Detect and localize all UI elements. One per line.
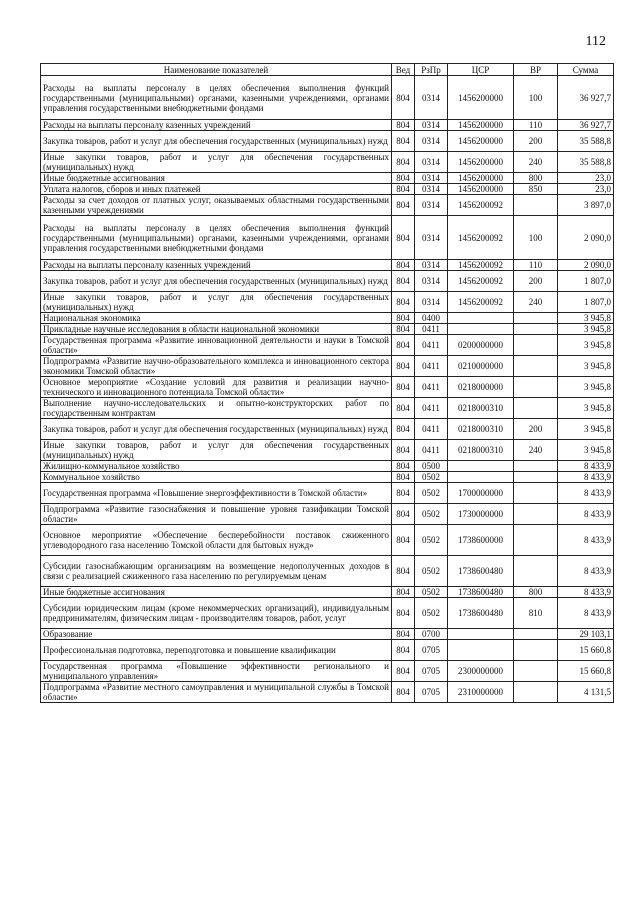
row-rzpr: 0314 (415, 292, 448, 313)
header-name: Наименование показателей (41, 64, 392, 76)
row-name: Выполнение научно-исследовательских и опытно-конструкторских работ по государственным контрактам (41, 398, 392, 419)
row-csr: 0218000000 (448, 377, 514, 398)
row-csr: 1456200000 (448, 173, 514, 184)
table-row (41, 525, 614, 556)
row-csr: 0218000310 (448, 398, 514, 419)
row-vr (514, 324, 558, 335)
row-vr (514, 356, 558, 377)
table-row (41, 173, 614, 184)
row-csr: 1700000000 (448, 483, 514, 504)
row-vr: 240 (514, 292, 558, 313)
table-row (41, 504, 614, 525)
row-csr: 1456200092 (448, 195, 514, 216)
row-name: Подпрограмма «Развитие газоснабжения и повышение уровня газификации Томской области» (41, 504, 392, 525)
row-sum: 36 927,7 (558, 76, 614, 120)
table-row (41, 292, 614, 313)
row-ved: 804 (392, 661, 415, 682)
row-name: Государственная программа «Повышение энергоэффективности в Томской области» (41, 483, 392, 504)
row-name: Жилищно-коммунальное хозяйство (41, 461, 392, 472)
table-row (41, 131, 614, 152)
header-vr: ВР (514, 64, 558, 76)
row-csr (448, 461, 514, 472)
row-sum: 3 945,8 (558, 398, 614, 419)
row-ved: 804 (392, 216, 415, 260)
row-csr: 1456200092 (448, 216, 514, 260)
row-ved: 804 (392, 598, 415, 629)
row-sum: 35 588,8 (558, 131, 614, 152)
row-csr: 1738600000 (448, 525, 514, 556)
table-row (41, 120, 614, 131)
table-row (41, 260, 614, 271)
row-rzpr: 0700 (415, 629, 448, 640)
row-csr: 1730000000 (448, 504, 514, 525)
row-rzpr: 0502 (415, 598, 448, 629)
row-name: Образование (41, 629, 392, 640)
row-vr (514, 335, 558, 356)
row-csr: 1456200092 (448, 271, 514, 292)
table-row (41, 661, 614, 682)
row-rzpr: 0314 (415, 260, 448, 271)
row-name: Основное мероприятие «Обеспечение бесперебойности поставок сжиженного углеводородного газа населению Томской области для бытовых нужд» (41, 525, 392, 556)
row-sum: 36 927,7 (558, 120, 614, 131)
row-ved: 804 (392, 682, 415, 703)
row-rzpr: 0314 (415, 152, 448, 173)
row-ved: 804 (392, 483, 415, 504)
row-sum: 3 945,8 (558, 313, 614, 324)
table-row (41, 76, 614, 120)
row-rzpr: 0411 (415, 335, 448, 356)
row-csr (448, 313, 514, 324)
row-name: Подпрограмма «Развитие местного самоуправления и муниципальной службы в Томской области» (41, 682, 392, 703)
row-vr: 810 (514, 598, 558, 629)
row-csr: 0200000000 (448, 335, 514, 356)
row-sum: 3 945,8 (558, 335, 614, 356)
row-name: Расходы на выплаты персоналу в целях обеспечения выполнения функций государственными (муниципальными) органами, казенными учреждениями, органами управления государственными внебюджетными фондами (41, 216, 392, 260)
row-rzpr: 0314 (415, 76, 448, 120)
row-rzpr: 0411 (415, 440, 448, 461)
row-vr (514, 504, 558, 525)
row-csr (448, 629, 514, 640)
row-ved: 804 (392, 377, 415, 398)
row-ved: 804 (392, 440, 415, 461)
row-name: Коммунальное хозяйство (41, 472, 392, 483)
row-name: Государственная программа «Повышение эффективности регионального и муниципального управления» (41, 661, 392, 682)
row-rzpr: 0314 (415, 216, 448, 260)
row-csr: 1738600480 (448, 556, 514, 587)
row-vr: 100 (514, 76, 558, 120)
row-rzpr: 0500 (415, 461, 448, 472)
row-vr (514, 640, 558, 661)
row-ved: 804 (392, 260, 415, 271)
row-ved: 804 (392, 398, 415, 419)
row-sum: 8 433,9 (558, 598, 614, 629)
row-sum: 8 433,9 (558, 472, 614, 483)
table-row (41, 483, 614, 504)
row-ved: 804 (392, 419, 415, 440)
table-row (41, 598, 614, 629)
row-name: Расходы на выплаты персоналу казенных учреждений (41, 260, 392, 271)
row-vr: 200 (514, 271, 558, 292)
row-csr: 2300000000 (448, 661, 514, 682)
row-ved: 804 (392, 587, 415, 598)
row-ved: 804 (392, 504, 415, 525)
row-vr: 200 (514, 419, 558, 440)
row-name: Иные бюджетные ассигнования (41, 587, 392, 598)
page-number: 112 (585, 34, 606, 49)
row-csr: 1456200092 (448, 260, 514, 271)
row-name: Иные закупки товаров, работ и услуг для обеспечения государственных (муниципальных) нужд (41, 292, 392, 313)
row-ved: 804 (392, 556, 415, 587)
row-csr: 1456200000 (448, 120, 514, 131)
row-vr (514, 461, 558, 472)
row-csr: 1738600480 (448, 587, 514, 598)
table-row (41, 398, 614, 419)
table-row (41, 419, 614, 440)
row-ved: 804 (392, 335, 415, 356)
row-rzpr: 0411 (415, 419, 448, 440)
row-sum: 3 945,8 (558, 377, 614, 398)
row-name: Государственная программа «Развитие инновационной деятельности и науки в Томской области» (41, 335, 392, 356)
row-rzpr: 0400 (415, 313, 448, 324)
table-row (41, 335, 614, 356)
row-vr: 800 (514, 173, 558, 184)
table-row (41, 556, 614, 587)
header-csr: ЦСР (448, 64, 514, 76)
row-ved: 804 (392, 131, 415, 152)
row-ved: 804 (392, 324, 415, 335)
row-vr (514, 313, 558, 324)
row-vr (514, 525, 558, 556)
row-name: Национальная экономика (41, 313, 392, 324)
row-rzpr: 0411 (415, 356, 448, 377)
row-rzpr: 0314 (415, 184, 448, 195)
row-csr (448, 324, 514, 335)
row-vr (514, 556, 558, 587)
row-csr: 1738600480 (448, 598, 514, 629)
table-row (41, 587, 614, 598)
header-sum: Сумма (558, 64, 614, 76)
row-csr: 1456200000 (448, 131, 514, 152)
row-ved: 804 (392, 292, 415, 313)
row-sum: 8 433,9 (558, 483, 614, 504)
row-rzpr: 0502 (415, 483, 448, 504)
table-row (41, 216, 614, 260)
row-rzpr: 0502 (415, 556, 448, 587)
row-vr (514, 195, 558, 216)
row-name: Расходы за счет доходов от платных услуг, оказываемых областными государственными казенными учреждениями (41, 195, 392, 216)
row-sum: 1 807,0 (558, 292, 614, 313)
row-vr (514, 377, 558, 398)
row-sum: 8 433,9 (558, 587, 614, 598)
row-rzpr: 0411 (415, 377, 448, 398)
table-row (41, 356, 614, 377)
table-row (41, 440, 614, 461)
table-row (41, 184, 614, 195)
row-ved: 804 (392, 152, 415, 173)
row-ved: 804 (392, 472, 415, 483)
row-rzpr: 0314 (415, 271, 448, 292)
row-vr: 240 (514, 440, 558, 461)
row-vr (514, 483, 558, 504)
row-sum: 3 897,0 (558, 195, 614, 216)
row-rzpr: 0502 (415, 472, 448, 483)
row-ved: 804 (392, 525, 415, 556)
row-csr (448, 472, 514, 483)
row-ved: 804 (392, 195, 415, 216)
row-sum: 23,0 (558, 173, 614, 184)
row-name: Субсидии газоснабжающим организациям на возмещение недополученных доходов в связи с реализацией сжиженного газа населению по регулируемым ценам (41, 556, 392, 587)
row-sum: 3 945,8 (558, 324, 614, 335)
row-csr (448, 640, 514, 661)
row-sum: 8 433,9 (558, 461, 614, 472)
row-sum: 15 660,8 (558, 640, 614, 661)
row-sum: 15 660,8 (558, 661, 614, 682)
row-csr: 2310000000 (448, 682, 514, 703)
row-vr: 110 (514, 120, 558, 131)
row-rzpr: 0314 (415, 120, 448, 131)
row-sum: 2 090,0 (558, 216, 614, 260)
table-row (41, 152, 614, 173)
row-rzpr: 0411 (415, 398, 448, 419)
row-ved: 804 (392, 120, 415, 131)
row-sum: 4 131,5 (558, 682, 614, 703)
table-row (41, 629, 614, 640)
row-csr: 1456200092 (448, 292, 514, 313)
row-vr (514, 682, 558, 703)
row-sum: 3 945,8 (558, 419, 614, 440)
row-name: Уплата налогов, сборов и иных платежей (41, 184, 392, 195)
row-rzpr: 0314 (415, 173, 448, 184)
row-vr: 100 (514, 216, 558, 260)
row-vr: 110 (514, 260, 558, 271)
row-sum: 29 103,1 (558, 629, 614, 640)
row-name: Субсидии юридическим лицам (кроме некоммерческих организаций), индивидуальным предпринимателям, физическим лицам - производителям товаров, работ, услуг (41, 598, 392, 629)
table-row (41, 682, 614, 703)
row-ved: 804 (392, 173, 415, 184)
row-csr: 1456200000 (448, 184, 514, 195)
row-vr: 240 (514, 152, 558, 173)
row-rzpr: 0502 (415, 525, 448, 556)
row-sum: 23,0 (558, 184, 614, 195)
table-body (41, 76, 614, 703)
row-rzpr: 0705 (415, 661, 448, 682)
row-sum: 35 588,8 (558, 152, 614, 173)
row-name: Расходы на выплаты персоналу казенных учреждений (41, 120, 392, 131)
row-vr: 850 (514, 184, 558, 195)
row-sum: 2 090,0 (558, 260, 614, 271)
row-name: Расходы на выплаты персоналу в целях обеспечения выполнения функций государственными (муниципальными) органами, казенными учреждениями, органами управления государственными внебюджетными фондами (41, 76, 392, 120)
row-vr: 200 (514, 131, 558, 152)
row-csr: 0218000310 (448, 440, 514, 461)
table-row (41, 461, 614, 472)
row-sum: 8 433,9 (558, 556, 614, 587)
header-ved: Вед (392, 64, 415, 76)
table-row (41, 271, 614, 292)
row-csr: 0210000000 (448, 356, 514, 377)
row-vr (514, 472, 558, 483)
table-row (41, 313, 614, 324)
row-rzpr: 0705 (415, 682, 448, 703)
row-ved: 804 (392, 184, 415, 195)
row-ved: 804 (392, 629, 415, 640)
row-name: Подпрограмма «Развитие научно-образовательного комплекса и инновационного сектора экономики Томской области» (41, 356, 392, 377)
table-row (41, 640, 614, 661)
row-rzpr: 0502 (415, 504, 448, 525)
row-rzpr: 0411 (415, 324, 448, 335)
row-name: Профессиональная подготовка, переподготовка и повышение квалификации (41, 640, 392, 661)
row-name: Иные бюджетные ассигнования (41, 173, 392, 184)
row-csr: 1456200000 (448, 76, 514, 120)
table-row (41, 195, 614, 216)
row-rzpr: 0705 (415, 640, 448, 661)
row-rzpr: 0502 (415, 587, 448, 598)
row-sum: 3 945,8 (558, 440, 614, 461)
row-ved: 804 (392, 356, 415, 377)
table-row (41, 472, 614, 483)
row-sum: 1 807,0 (558, 271, 614, 292)
row-ved: 804 (392, 271, 415, 292)
row-name: Закупка товаров, работ и услуг для обеспечения государственных (муниципальных) нужд (41, 271, 392, 292)
table-row (41, 324, 614, 335)
row-ved: 804 (392, 313, 415, 324)
header-rzpr: РзПр (415, 64, 448, 76)
row-rzpr: 0314 (415, 195, 448, 216)
row-csr: 1456200000 (448, 152, 514, 173)
row-name: Иные закупки товаров, работ и услуг для обеспечения государственных (муниципальных) нужд (41, 440, 392, 461)
row-ved: 804 (392, 76, 415, 120)
row-name: Закупка товаров, работ и услуг для обеспечения государственных (муниципальных) нужд (41, 131, 392, 152)
table-row (41, 377, 614, 398)
row-vr (514, 398, 558, 419)
row-vr (514, 661, 558, 682)
row-sum: 8 433,9 (558, 504, 614, 525)
row-ved: 804 (392, 461, 415, 472)
row-sum: 8 433,9 (558, 525, 614, 556)
row-name: Иные закупки товаров, работ и услуг для обеспечения государственных (муниципальных) нужд (41, 152, 392, 173)
row-ved: 804 (392, 640, 415, 661)
row-vr (514, 629, 558, 640)
table-header-row (41, 64, 614, 76)
row-name: Основное мероприятие «Создание условий для развития и реализации научно-технического и инновационного потенциала Томской области» (41, 377, 392, 398)
row-name: Закупка товаров, работ и услуг для обеспечения государственных (муниципальных) нужд (41, 419, 392, 440)
row-sum: 3 945,8 (558, 356, 614, 377)
row-csr: 0218000310 (448, 419, 514, 440)
row-vr: 800 (514, 587, 558, 598)
row-rzpr: 0314 (415, 131, 448, 152)
budget-table (40, 63, 614, 703)
row-name: Прикладные научные исследования в области национальной экономики (41, 324, 392, 335)
